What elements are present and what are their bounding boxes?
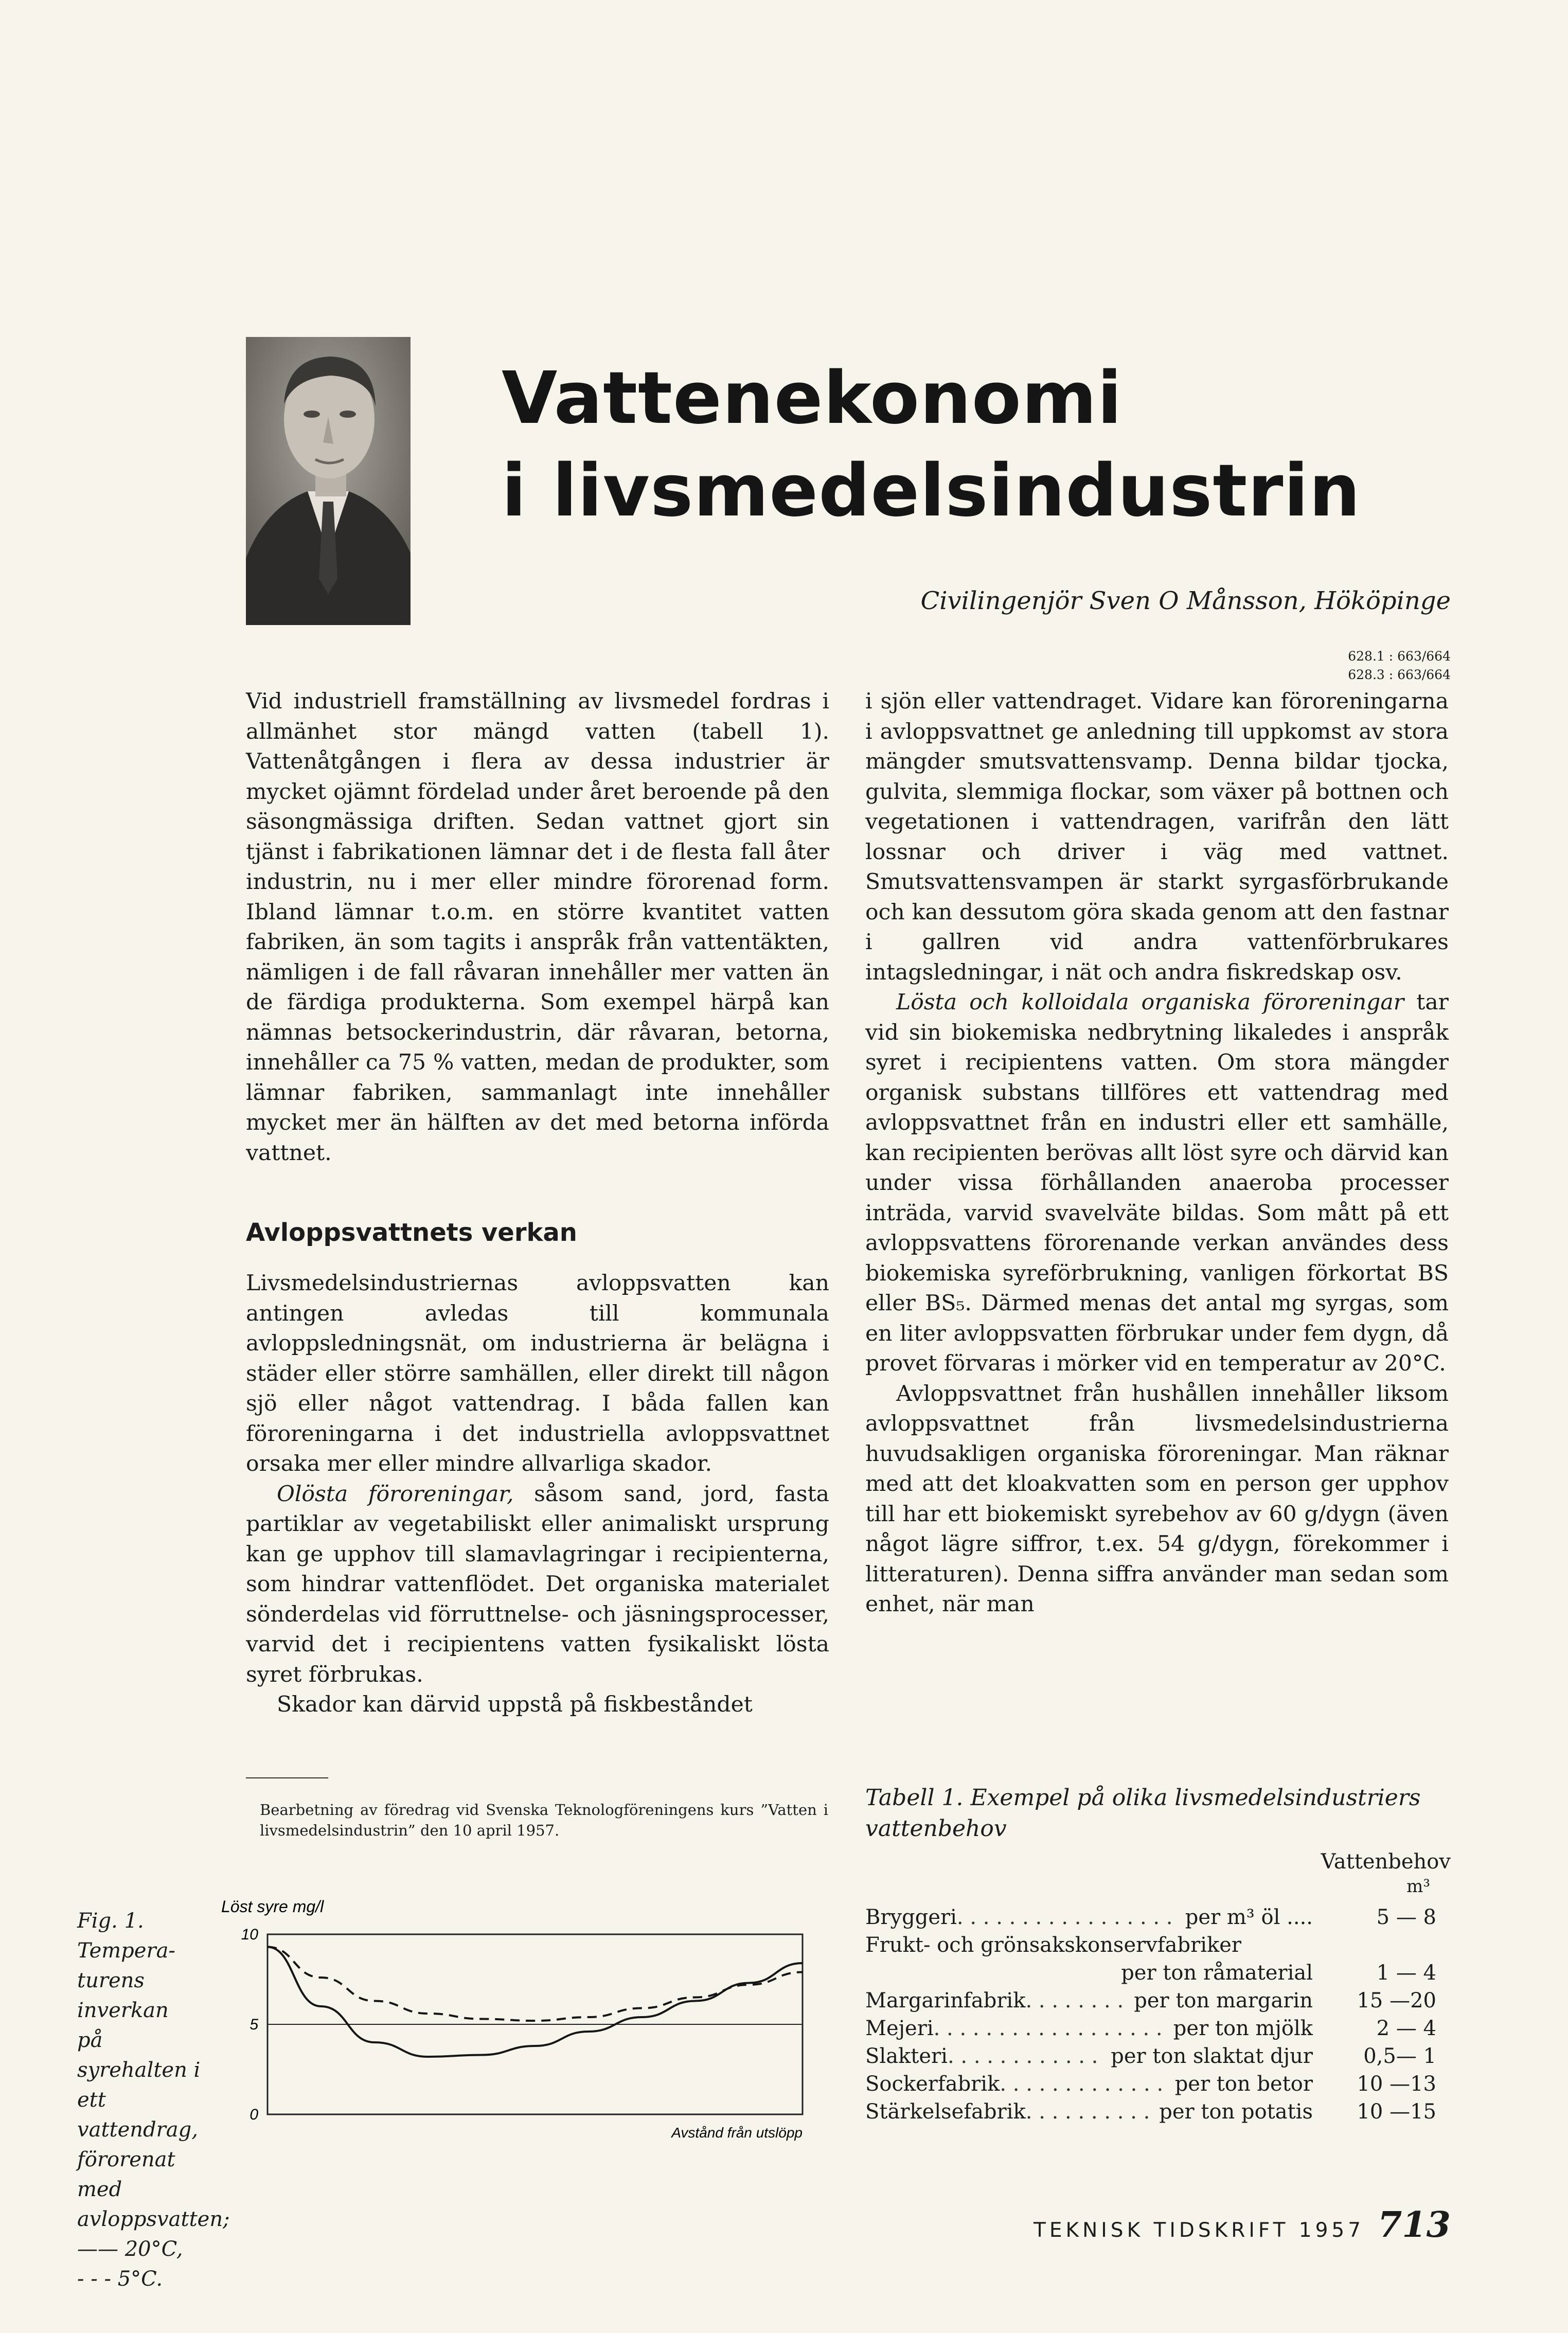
- row-label: Bryggeri: [865, 1905, 957, 1929]
- row-unit: per ton potatis: [1159, 2100, 1313, 2124]
- row-unit: per m³ öl ....: [1185, 1905, 1313, 1929]
- author-byline: Civilingenjör Sven O Månsson, Hököpinge: [920, 586, 1451, 615]
- table-row: [865, 1931, 1449, 1959]
- caption-line: på syrehalten i: [77, 2028, 201, 2082]
- row-unit: per ton betor: [1174, 2072, 1313, 2096]
- row-value: 10 —15: [1357, 2100, 1436, 2124]
- row-label: Stärkelsefabrik: [865, 2100, 1026, 2124]
- table-column-header: [1307, 1849, 1451, 1899]
- intro-paragraph: Vid industriell framställning av livsmedel fordras i allmänhet stor mängd vatten (tabell 1). Vattenåtgången i flera av dessa industrier är mycket ojämnt fördelad under året beroende på den säsongmässiga driften. Sedan vattnet gjort sin tjänst i fabrikationen lämnar det i de flesta fall åter industrin, nu i mer eller mindre förorenad form. Ibland lämnar t.o.m. en större kvantitet vatten fabriken, än som tagits i anspråk från vattentäkten, nämligen i de fall råvaran innehåller mer vatten än de färdiga produkterna. Som exempel härpå kan nämnas betsockerindustrin, där råvaran, betorna, innehåller ca 75 % vatten, medan de produkter, som lämnar fabriken, sammanlagt inte innehåller mycket mer än hälften av det med betorna införda vattnet.: [246, 689, 829, 1166]
- row-value: 0,5— 1: [1363, 2044, 1436, 2068]
- row-unit: per ton slaktat djur: [1111, 2044, 1313, 2068]
- row-unit: per ton margarin: [1134, 1989, 1313, 2013]
- oxygen-chart: [211, 1885, 828, 2165]
- body-paragraph: i sjön eller vattendraget. Vidare kan föroreningarna i avloppsvattnet ge anledning till uppkomst av stora mängder smutsvattensvamp. Denna bildar tjocka, gulvita, slemmiga flockar, som växer på bottnen och vegetationen i vattendragen, varifrån den lätt lossnar och driver i väg med vattnet. Smutsvattensvampen är starkt syrgasförbrukande och kan dessutom göra skada genom att den fastnar i gallren vid andra vattenförbrukares intagsledningar, i nät och andra fiskredskap osv.: [865, 689, 1449, 985]
- footnote: Bearbetning av föredrag vid Svenska Teknologföreningens kurs ”Vatten i livsmedelsindustrin” den 10 april 1957.: [260, 1801, 828, 1839]
- leader-dots: [1000, 2070, 1167, 2098]
- body-text: såsom sand, jord, fasta partiklar av vegetabiliskt eller animaliskt ursprung kan ge upphov till slamavlagringar i recipienterna, som hindrar vattenflödet. Det organiska materialet sönderdelas vid förruttnelse- och jäsningsprocesser, varvid det i recipientens vatten fysikaliskt lösta syret förbrukas.: [246, 1481, 829, 1687]
- row-label: Sockerfabrik: [865, 2072, 1000, 2096]
- table-caption: Tabell 1. Exempel på olika livsmedelsindustriers vattenbehov: [865, 1785, 1421, 1842]
- caption-line: - - - 5°C.: [77, 2267, 163, 2291]
- footnote-rule: [246, 1777, 328, 1778]
- series-line-5c: [268, 1947, 803, 2021]
- caption-line: avloppsvatten;: [77, 2207, 230, 2231]
- body-paragraph: [246, 1480, 829, 1690]
- udc-code: 628.3 : 663/664: [1348, 667, 1451, 682]
- table-row: [865, 2070, 1449, 2098]
- row-unit: per ton råmaterial: [1121, 1961, 1313, 1985]
- page-number: 713: [1378, 2204, 1451, 2246]
- row-value: 2 — 4: [1376, 2017, 1436, 2040]
- column-title: Vattenbehov: [1321, 1850, 1451, 1874]
- caption-line: —— 20°C,: [77, 2237, 183, 2261]
- udc-codes: [1348, 647, 1451, 684]
- right-column: [865, 687, 1449, 1620]
- chart-canvas: [211, 1885, 828, 2163]
- y-tick-label: 0: [250, 2106, 258, 2123]
- water-demand-table: [865, 1903, 1449, 2126]
- row-value: 5 — 8: [1376, 1905, 1436, 1929]
- leader-dots: [1025, 1987, 1127, 2015]
- y-axis-label: Löst syre mg/l: [221, 1897, 324, 1916]
- body-paragraph: [865, 988, 1449, 1379]
- caption-line: förorenat med: [77, 2148, 175, 2201]
- body-paragraph: Livsmedelsindustriernas avloppsvatten kan antingen avledas till kommunala avloppsledningsnät, om industrierna är belägna i städer eller större samhällen, eller direkt till någon sjö eller något vattendrag. I båda fallen kan föroreningarna i det industriella avloppsvattnet orsaka mer eller mindre allvarliga skador.: [246, 1271, 829, 1476]
- caption-line: ett vattendrag,: [77, 2088, 198, 2142]
- udc-code: 628.1 : 663/664: [1348, 649, 1451, 664]
- leader-dots: [948, 2042, 1103, 2070]
- series-line-20c: [268, 1947, 803, 2057]
- table-row: [865, 1987, 1449, 2015]
- body-paragraph: Avloppsvattnet från hushållen innehåller liksom avloppsvattnet från livsmedelsindustrierna huvudsakligen organiska föroreningar. Man räknar med att det kloakvatten som en person ger upphov till har ett biokemiskt syrebehov av 60 g/dygn (även något lägre siffror, t.ex. 54 g/dygn, förekommer i litteraturen). Denna siffra använder man sedan som enhet, när man: [865, 1381, 1449, 1617]
- row-value: 10 —13: [1357, 2072, 1436, 2096]
- emphasis-text: Lösta och kolloidala organiska föroreningar: [896, 990, 1404, 1015]
- journal-name: TEKNISK TIDSKRIFT 1957: [1034, 2219, 1365, 2242]
- leader-dots: [934, 2015, 1166, 2042]
- table-row: [865, 2015, 1449, 2042]
- left-column: [246, 687, 829, 1720]
- row-label: Mejeri: [865, 2017, 934, 2040]
- table-row: [865, 1903, 1449, 1931]
- table-row: [865, 2098, 1449, 2126]
- article-title-line2: i livsmedelsindustrin: [502, 449, 1361, 533]
- column-unit: m³: [1406, 1876, 1430, 1897]
- table-row: [865, 1959, 1449, 1987]
- table-row: [865, 2042, 1449, 2070]
- x-axis-label: Avstånd från utslöpp: [671, 2125, 803, 2141]
- emphasis-text: Olösta föroreningar,: [277, 1481, 514, 1507]
- row-label: Slakteri: [865, 2044, 948, 2068]
- leader-dots: [957, 1903, 1178, 1931]
- caption-line: Fig. 1. Tempera-: [77, 1909, 175, 1963]
- row-label: Frukt- och grönsakskonservfabriker: [865, 1933, 1242, 1957]
- row-value: 1 — 4: [1376, 1961, 1436, 1985]
- page-footer: [1034, 2204, 1451, 2246]
- caption-line: turens inverkan: [77, 1969, 169, 2022]
- body-paragraph: Skador kan därvid uppstå på fiskbeståndet: [277, 1692, 753, 1717]
- y-tick-label: 10: [241, 1926, 258, 1943]
- section-heading: Avloppsvattnets verkan: [246, 1218, 577, 1247]
- author-photo: [246, 337, 411, 625]
- y-tick-label: 5: [250, 2016, 258, 2033]
- body-text: tar vid sin biokemiska nedbrytning likaledes i anspråk syret i recipientens vatten. Om stora mängder organisk substans tillföres ett vattendrag med avloppsvattnet från en industri eller ett samhälle, kan recipienten berövas allt löst syre och därvid kan under vissa förhållanden anaeroba processer inträda, varvid svavelväte bildas. Som mått på ett avloppsvattens förorenande verkan användes dess biokemiska syreförbrukning, vanligen förkortat BS eller BS₅. Därmed menas det antal mg syrgas, som en liter avloppsvatten förbrukar under fem dygn, då provet förvaras i mörker vid en temperatur av 20°C.: [865, 990, 1449, 1376]
- row-unit: per ton mjölk: [1173, 2017, 1313, 2040]
- leader-dots: [1026, 2098, 1152, 2126]
- row-label: Margarinfabrik: [865, 1989, 1026, 2013]
- row-value: 15 —20: [1357, 1989, 1436, 2013]
- figure-caption: [77, 1906, 230, 2294]
- article-title-line1: Vattenekonomi: [502, 357, 1122, 440]
